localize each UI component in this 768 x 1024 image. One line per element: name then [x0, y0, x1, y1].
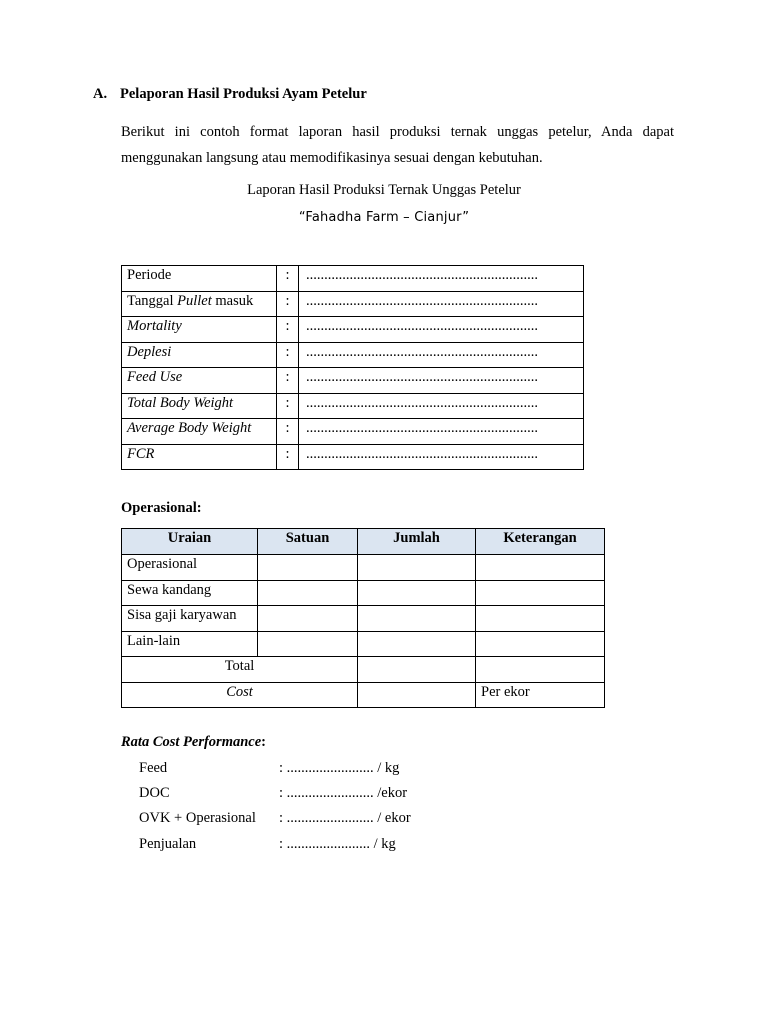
section-letter: A.: [93, 86, 108, 102]
info-dots: ................................................................: [299, 317, 584, 343]
info-dots: ................................................................: [299, 393, 584, 419]
rate-item-feed: [139, 760, 399, 777]
table-cell: [358, 657, 476, 683]
info-dots: ................................................................: [299, 419, 584, 445]
info-label: Tanggal Pullet masuk: [122, 291, 277, 317]
row-label: Sewa kandang: [122, 580, 258, 606]
report-info-table: [121, 265, 584, 470]
table-cell: [258, 580, 358, 606]
rate-item-label: OVK + Operasional: [139, 810, 256, 826]
table-cell: [358, 631, 476, 657]
table-row: [122, 317, 584, 343]
table-header-row: [122, 529, 605, 555]
info-separator: :: [277, 317, 299, 343]
table-cell: [258, 555, 358, 581]
table-row: [122, 580, 605, 606]
column-header-keterangan: Keterangan: [476, 529, 605, 555]
table-row: [122, 631, 605, 657]
info-label: Total Body Weight: [122, 393, 277, 419]
table-cell: [476, 631, 605, 657]
table-row: [122, 419, 584, 445]
rate-item-label: Feed: [139, 760, 168, 776]
info-separator: :: [277, 342, 299, 368]
table-row: [122, 342, 584, 368]
section-title: Pelaporan Hasil Produksi Ayam Petelur: [120, 86, 367, 102]
rate-item-penjualan: [139, 836, 396, 853]
report-title: Laporan Hasil Produksi Ternak Unggas Petelur: [247, 182, 521, 198]
table-cell: [358, 606, 476, 632]
rate-item-doc: [139, 785, 407, 802]
table-row: [122, 266, 584, 292]
table-cell: [476, 657, 605, 683]
rate-item-value: : ........................ / ekor: [279, 810, 411, 826]
info-dots: ................................................................: [299, 444, 584, 470]
table-row: [122, 555, 605, 581]
table-row: [122, 368, 584, 394]
info-separator: :: [277, 444, 299, 470]
total-label: Total: [122, 657, 358, 683]
rate-item-value: : ........................ / kg: [279, 760, 400, 776]
table-cell: [476, 606, 605, 632]
row-label: Lain-lain: [122, 631, 258, 657]
info-label: Average Body Weight: [122, 419, 277, 445]
table-cell: [476, 580, 605, 606]
operational-heading: Operasional:: [121, 500, 202, 516]
info-label: Feed Use: [122, 368, 277, 394]
info-separator: :: [277, 266, 299, 292]
rate-cost-heading: Rata Cost Performance:: [121, 734, 267, 750]
info-separator: :: [277, 291, 299, 317]
column-header-jumlah: Jumlah: [358, 529, 476, 555]
info-dots: ................................................................: [299, 291, 584, 317]
rate-item-ovk: [139, 810, 411, 827]
info-label: Deplesi: [122, 342, 277, 368]
intro-line-2: menggunakan langsung atau memodifikasinya sesuai dengan kebutuhan.: [121, 150, 543, 166]
table-row: [122, 291, 584, 317]
table-cell: [258, 606, 358, 632]
info-separator: :: [277, 368, 299, 394]
row-label: Sisa gaji karyawan: [122, 606, 258, 632]
table-row: [122, 606, 605, 632]
column-header-uraian: Uraian: [122, 529, 258, 555]
info-dots: ................................................................: [299, 342, 584, 368]
row-label: Operasional: [122, 555, 258, 581]
info-label: FCR: [122, 444, 277, 470]
operational-table: [121, 528, 605, 708]
section-heading: [93, 86, 367, 103]
column-header-satuan: Satuan: [258, 529, 358, 555]
cost-label: Cost: [122, 682, 358, 708]
rate-item-value: : ....................... / kg: [279, 836, 396, 852]
rate-item-label: DOC: [139, 785, 170, 801]
report-subtitle: “Fahadha Farm – Cianjur”: [298, 210, 470, 225]
table-cell: [358, 580, 476, 606]
rate-item-label: Penjualan: [139, 836, 197, 852]
info-dots: ................................................................: [299, 368, 584, 394]
info-dots: ................................................................: [299, 266, 584, 292]
info-separator: :: [277, 393, 299, 419]
intro-paragraph: [121, 119, 674, 171]
table-row-total: [122, 657, 605, 683]
table-cell: [358, 682, 476, 708]
info-label: Mortality: [122, 317, 277, 343]
table-cell: [258, 631, 358, 657]
table-cell: [358, 555, 476, 581]
rate-item-value: : ........................ /ekor: [279, 785, 408, 801]
table-row: [122, 393, 584, 419]
info-label: Periode: [122, 266, 277, 292]
per-ekor-label: Per ekor: [476, 682, 605, 708]
table-row: [122, 444, 584, 470]
info-separator: :: [277, 419, 299, 445]
table-row-cost: [122, 682, 605, 708]
table-cell: [476, 555, 605, 581]
intro-line-1: Berikut ini contoh format laporan hasil produksi ternak unggas petelur, Anda dapat: [121, 124, 674, 140]
